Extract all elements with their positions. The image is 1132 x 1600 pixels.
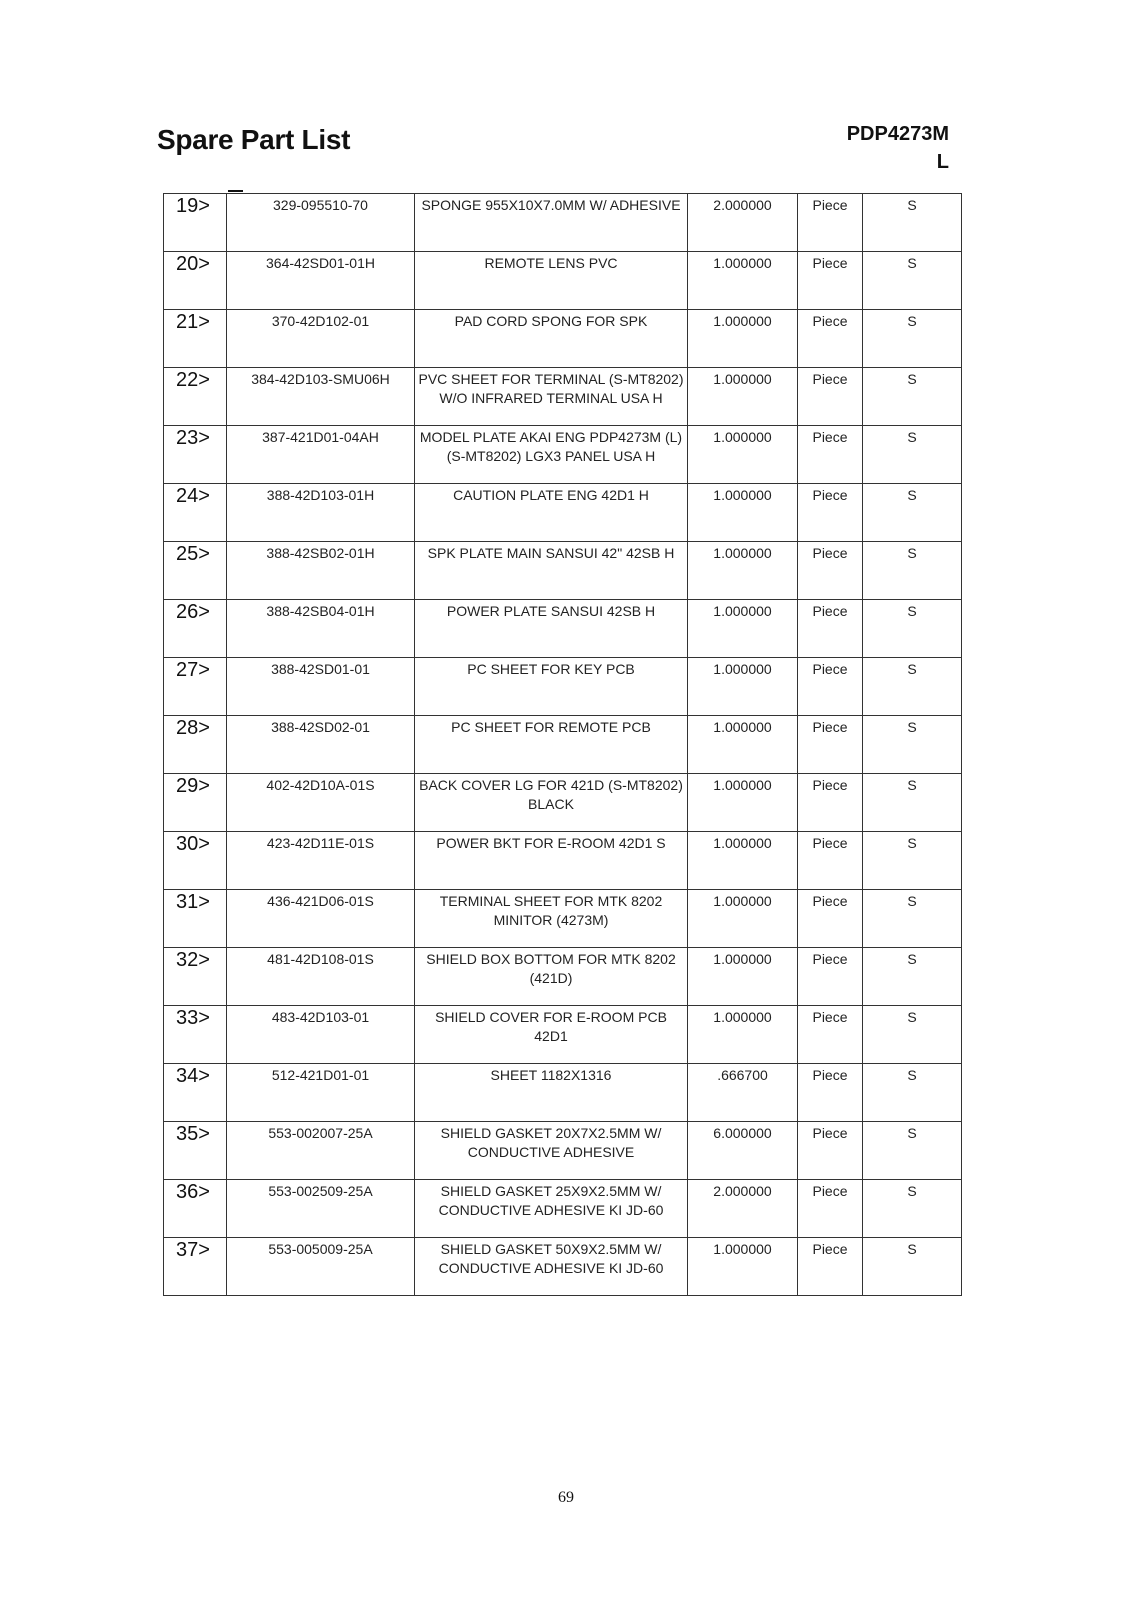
part-number-cell: 388-42SB04-01H [227,600,415,658]
quantity-cell: 2.000000 [688,194,798,252]
unit-cell: Piece [798,484,863,542]
table-corner-mark [228,190,243,192]
row-number: 28> [164,716,227,774]
unit-cell: Piece [798,716,863,774]
table-row [164,832,962,890]
row-number: 34> [164,1064,227,1122]
part-number-cell: 553-005009-25A [227,1238,415,1296]
quantity-cell: 1.000000 [688,310,798,368]
code-cell: S [863,194,962,252]
unit-cell: Piece [798,310,863,368]
code-cell: S [863,600,962,658]
description-cell: REMOTE LENS PVC [415,252,688,310]
table-row [164,600,962,658]
unit-cell: Piece [798,1180,863,1238]
row-number: 24> [164,484,227,542]
table-row [164,310,962,368]
table-row [164,774,962,832]
unit-cell: Piece [798,542,863,600]
part-number-cell: 423-42D11E-01S [227,832,415,890]
row-number: 32> [164,948,227,1006]
code-cell: S [863,832,962,890]
unit-cell: Piece [798,832,863,890]
unit-cell: Piece [798,426,863,484]
row-number: 20> [164,252,227,310]
description-cell: MODEL PLATE AKAI ENG PDP4273M (L) (S-MT8202) LGX3 PANEL USA H [415,426,688,484]
description-cell: CAUTION PLATE ENG 42D1 H [415,484,688,542]
row-number: 29> [164,774,227,832]
description-cell: SHIELD GASKET 20X7X2.5MM W/ CONDUCTIVE ADHESIVE [415,1122,688,1180]
description-cell: SHIELD GASKET 25X9X2.5MM W/ CONDUCTIVE ADHESIVE KI JD-60 [415,1180,688,1238]
spare-parts-table-body [164,194,962,1296]
table-row [164,1122,962,1180]
part-number-cell: 553-002007-25A [227,1122,415,1180]
table-row [164,484,962,542]
table-row [164,1064,962,1122]
part-number-cell: 388-42D103-01H [227,484,415,542]
table-row [164,890,962,948]
table-row [164,658,962,716]
code-cell: S [863,542,962,600]
quantity-cell: 1.000000 [688,600,798,658]
description-cell: POWER PLATE SANSUI 42SB H [415,600,688,658]
page-title: Spare Part List [157,124,351,155]
row-number: 36> [164,1180,227,1238]
table-row [164,426,962,484]
unit-cell: Piece [798,252,863,310]
table-row [164,948,962,1006]
description-cell: SHIELD BOX BOTTOM FOR MTK 8202 (421D) [415,948,688,1006]
model-number [847,120,949,176]
description-cell: SHIELD COVER FOR E-ROOM PCB 42D1 [415,1006,688,1064]
row-number: 31> [164,890,227,948]
row-number: 25> [164,542,227,600]
row-number: 30> [164,832,227,890]
quantity-cell: 1.000000 [688,774,798,832]
part-number-cell: 512-421D01-01 [227,1064,415,1122]
unit-cell: Piece [798,948,863,1006]
code-cell: S [863,368,962,426]
row-number: 35> [164,1122,227,1180]
spare-parts-table [163,193,962,1296]
description-cell: SPK PLATE MAIN SANSUI 42" 42SB H [415,542,688,600]
unit-cell: Piece [798,658,863,716]
description-cell: SPONGE 955X10X7.0MM W/ ADHESIVE [415,194,688,252]
row-number: 23> [164,426,227,484]
quantity-cell: .666700 [688,1064,798,1122]
row-number: 19> [164,194,227,252]
quantity-cell: 1.000000 [688,716,798,774]
row-number: 22> [164,368,227,426]
unit-cell: Piece [798,600,863,658]
description-cell: PVC SHEET FOR TERMINAL (S-MT8202) W/O INFRARED TERMINAL USA H [415,368,688,426]
part-number-cell: 370-42D102-01 [227,310,415,368]
code-cell: S [863,1238,962,1296]
description-cell: SHIELD GASKET 50X9X2.5MM W/ CONDUCTIVE ADHESIVE KI JD-60 [415,1238,688,1296]
part-number-cell: 388-42SD01-01 [227,658,415,716]
code-cell: S [863,252,962,310]
quantity-cell: 6.000000 [688,1122,798,1180]
description-cell: PC SHEET FOR REMOTE PCB [415,716,688,774]
table-row [164,368,962,426]
table-row [164,252,962,310]
unit-cell: Piece [798,890,863,948]
code-cell: S [863,1064,962,1122]
quantity-cell: 1.000000 [688,426,798,484]
description-cell: POWER BKT FOR E-ROOM 42D1 S [415,832,688,890]
quantity-cell: 1.000000 [688,368,798,426]
quantity-cell: 1.000000 [688,832,798,890]
description-cell: PC SHEET FOR KEY PCB [415,658,688,716]
code-cell: S [863,426,962,484]
part-number-cell: 388-42SD02-01 [227,716,415,774]
description-cell: TERMINAL SHEET FOR MTK 8202 MINITOR (4273M) [415,890,688,948]
code-cell: S [863,484,962,542]
row-number: 37> [164,1238,227,1296]
description-cell: BACK COVER LG FOR 421D (S-MT8202) BLACK [415,774,688,832]
part-number-cell: 436-421D06-01S [227,890,415,948]
code-cell: S [863,310,962,368]
table-row [164,542,962,600]
unit-cell: Piece [798,1122,863,1180]
code-cell: S [863,890,962,948]
row-number: 33> [164,1006,227,1064]
row-number: 27> [164,658,227,716]
quantity-cell: 1.000000 [688,890,798,948]
description-cell: SHEET 1182X1316 [415,1064,688,1122]
quantity-cell: 1.000000 [688,1238,798,1296]
quantity-cell: 1.000000 [688,948,798,1006]
unit-cell: Piece [798,368,863,426]
table-row [164,1238,962,1296]
unit-cell: Piece [798,774,863,832]
page-number: 69 [558,1489,574,1506]
quantity-cell: 1.000000 [688,542,798,600]
code-cell: S [863,1006,962,1064]
quantity-cell: 2.000000 [688,1180,798,1238]
code-cell: S [863,948,962,1006]
model-number-line2: L [936,151,949,173]
table-row [164,716,962,774]
quantity-cell: 1.000000 [688,252,798,310]
description-cell: PAD CORD SPONG FOR SPK [415,310,688,368]
part-number-cell: 483-42D103-01 [227,1006,415,1064]
part-number-cell: 388-42SB02-01H [227,542,415,600]
code-cell: S [863,658,962,716]
part-number-cell: 402-42D10A-01S [227,774,415,832]
table-row [164,194,962,252]
table-row [164,1006,962,1064]
code-cell: S [863,1122,962,1180]
quantity-cell: 1.000000 [688,1006,798,1064]
unit-cell: Piece [798,194,863,252]
code-cell: S [863,774,962,832]
unit-cell: Piece [798,1064,863,1122]
unit-cell: Piece [798,1006,863,1064]
part-number-cell: 364-42SD01-01H [227,252,415,310]
part-number-cell: 329-095510-70 [227,194,415,252]
model-number-line1: PDP4273M [846,123,949,145]
part-number-cell: 384-42D103-SMU06H [227,368,415,426]
part-number-cell: 387-421D01-04AH [227,426,415,484]
part-number-cell: 481-42D108-01S [227,948,415,1006]
code-cell: S [863,716,962,774]
table-row [164,1180,962,1238]
part-number-cell: 553-002509-25A [227,1180,415,1238]
code-cell: S [863,1180,962,1238]
row-number: 21> [164,310,227,368]
unit-cell: Piece [798,1238,863,1296]
quantity-cell: 1.000000 [688,484,798,542]
quantity-cell: 1.000000 [688,658,798,716]
row-number: 26> [164,600,227,658]
